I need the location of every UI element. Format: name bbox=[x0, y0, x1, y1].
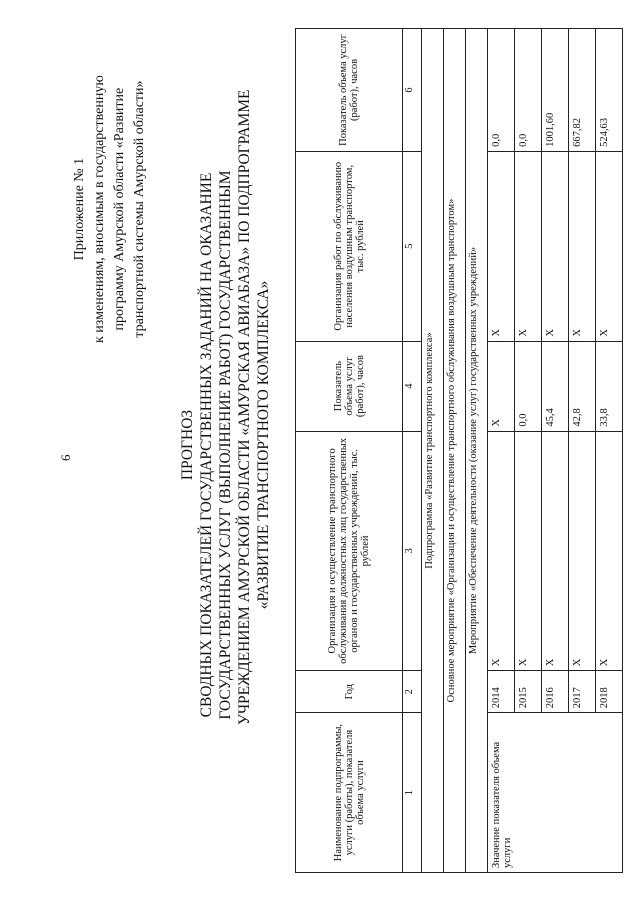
subprogram-row bbox=[422, 29, 444, 873]
value-cell: 0,0 bbox=[488, 29, 515, 152]
index-cell: 2 bbox=[403, 671, 422, 713]
value-cell: 0,0 bbox=[515, 29, 542, 152]
main-measure-cell: Основное мероприятие «Организация и осуществление транспортного обслуживания воздушным транспортом» bbox=[444, 29, 466, 873]
value-cell: 1001,60 bbox=[542, 29, 569, 152]
value-cell: 667,82 bbox=[569, 29, 596, 152]
page-number: 6 bbox=[58, 454, 73, 461]
header-cell: Организация и осуществление транспортного обслуживания должностных лиц государственных органов и государственных учреждений, тыс. рублей bbox=[296, 431, 403, 671]
title-line-4: УЧРЕЖДЕНИЕМ АМУРСКОЙ ОБЛАСТИ «АМУРСКАЯ АВИАБАЗА» ПО ПОДПРОГРАММЕ bbox=[236, 89, 253, 725]
appendix-line-2: к изменениям, вносимым в государственную bbox=[92, 75, 107, 343]
value-cell: Х bbox=[488, 341, 515, 431]
title-line-1: ПРОГНОЗ bbox=[179, 409, 196, 481]
appendix-line-4: транспортной системы Амурской области» bbox=[132, 80, 147, 338]
index-cell: 5 bbox=[403, 151, 422, 341]
value-cell: 524,63 bbox=[596, 29, 623, 152]
index-cell: 1 bbox=[403, 713, 422, 873]
value-cell: Х bbox=[515, 431, 542, 671]
year-cell: 2014 bbox=[488, 671, 515, 713]
index-cell: 3 bbox=[403, 431, 422, 671]
year-cell: 2017 bbox=[569, 671, 596, 713]
header-cell: Год bbox=[296, 671, 403, 713]
value-cell: Х bbox=[596, 431, 623, 671]
appendix-line-1: Приложение № 1 bbox=[72, 157, 87, 261]
document-title bbox=[178, 89, 273, 725]
value-cell: Х bbox=[569, 151, 596, 341]
value-cell: Х bbox=[515, 151, 542, 341]
title-line-2: СВОДНЫХ ПОКАЗАТЕЛЕЙ ГОСУДАРСТВЕННЫХ ЗАДАНИЙ НА ОКАЗАНИЕ bbox=[198, 172, 215, 718]
subprogram-cell: Подпрограмма «Развитие транспортного комплекса» bbox=[422, 29, 444, 873]
header-cell: Показатель объема услуг (работ), часов bbox=[296, 341, 403, 431]
value-cell: 45,4 bbox=[542, 341, 569, 431]
value-cell: Х bbox=[542, 431, 569, 671]
measure-cell: Мероприятие «Обеспечение деятельности (оказание услуг) государственных учреждений» bbox=[466, 29, 488, 873]
forecast-table bbox=[295, 28, 623, 873]
year-cell: 2016 bbox=[542, 671, 569, 713]
row-label-cell: Значение показателя объема услуги bbox=[488, 713, 623, 873]
value-cell: Х bbox=[488, 431, 515, 671]
title-line-5: «РАЗВИТИЕ ТРАНСПОРТНОГО КОМПЛЕКСА» bbox=[255, 280, 272, 610]
measure-row bbox=[466, 29, 488, 873]
year-cell: 2015 bbox=[515, 671, 542, 713]
column-index-row bbox=[403, 29, 422, 873]
value-cell: Х bbox=[596, 151, 623, 341]
appendix-line-3: программу Амурской области «Развитие bbox=[112, 87, 127, 331]
value-cell: 33,8 bbox=[596, 341, 623, 431]
header-cell: Организация работ по обслуживанию населения воздушным транспортом, тыс. рублей bbox=[296, 151, 403, 341]
main-measure-row bbox=[444, 29, 466, 873]
value-cell: 42,8 bbox=[569, 341, 596, 431]
value-cell: 0,0 bbox=[515, 341, 542, 431]
header-cell: Показатель объема услуг (работ), часов bbox=[296, 29, 403, 152]
index-cell: 6 bbox=[403, 29, 422, 152]
value-cell: Х bbox=[542, 151, 569, 341]
value-cell: Х bbox=[488, 151, 515, 341]
title-line-3: ГОСУДАРСТВЕННЫХ УСЛУГ (ВЫПОЛНЕНИЕ РАБОТ) ГОСУДАРСТВЕННЫМ bbox=[217, 170, 234, 720]
index-cell: 4 bbox=[403, 341, 422, 431]
header-cell: Наименование подпрограммы, услуги (работы), показателя объема услуги bbox=[296, 713, 403, 873]
table-header-row bbox=[296, 29, 403, 873]
value-cell: Х bbox=[569, 431, 596, 671]
table-row bbox=[488, 29, 515, 873]
appendix-note bbox=[70, 75, 150, 343]
year-cell: 2018 bbox=[596, 671, 623, 713]
